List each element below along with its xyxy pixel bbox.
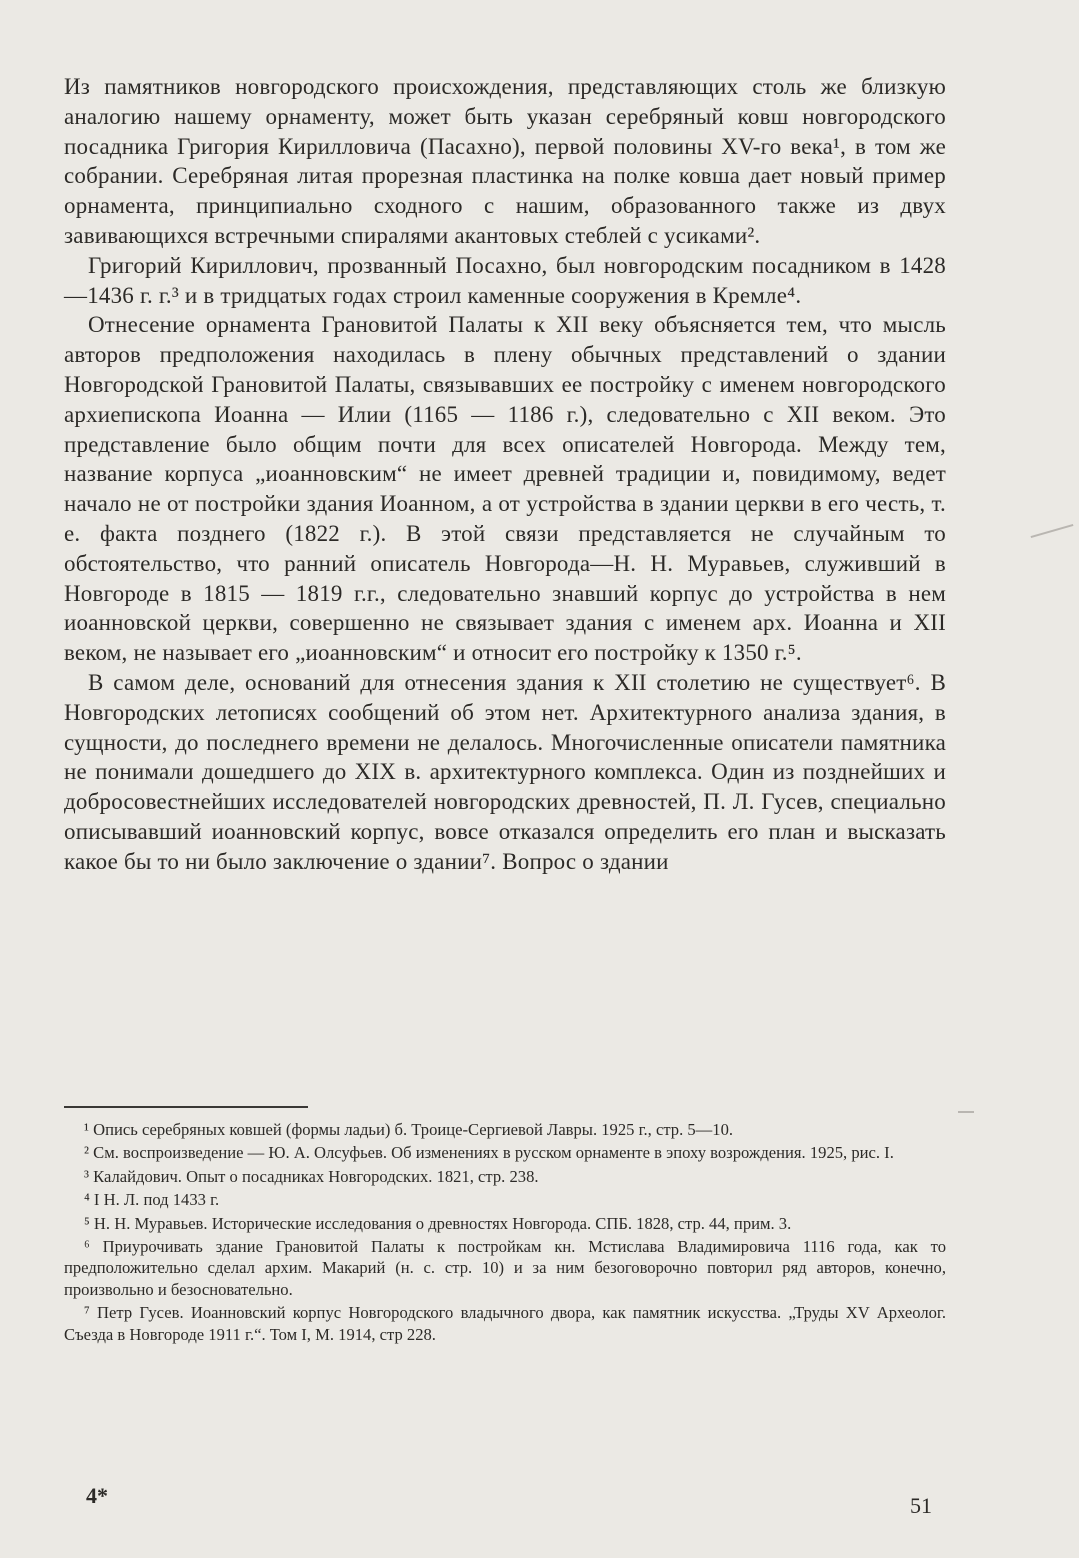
main-text [64, 72, 946, 877]
footnote-7: ⁷ Петр Гусев. Иоанновский корпус Новгородского владычного двора, как памятник искусства. „Труды XV Археолог. Съезда в Новгороде 1911 г.“. Том I, М. 1914, стр 228. [64, 1303, 946, 1344]
page-number: 51 [910, 1493, 932, 1518]
paragraph-2: Григорий Кириллович, прозванный Посахно, был новгородским посадником в 1428—1436 г. г.³ и в тридцатых годах строил каменные сооружения в Кремле⁴. [64, 252, 946, 308]
footnote-4: ⁴ I Н. Л. под 1433 г. [84, 1190, 220, 1210]
footnote-3: ³ Калайдович. Опыт о посадниках Новгородских. 1821, стр. 238. [84, 1166, 539, 1186]
paragraph-1: Из памятников новгородского происхождения, представляющих столь же близкую аналогию нашему орнаменту, может быть указан серебряный ковш новгородского посадника Григория Кирилловича (Пасахно), первой половины XV-го века¹, в том же собрании. Серебряная литая прорезная пластинка на полке ковша дает новый пример орнамента, принципиально сходного с нашим, образованного также из двух завивающихся встречными спиралями акантовых стеблей с усиками². [64, 74, 946, 248]
footnotes [64, 1119, 946, 1347]
footnote-2: ² См. воспроизведение — Ю. А. Олсуфьев. Об изменениях в русском орнаменте в эпоху возрождения. 1925, рис. I. [84, 1143, 894, 1163]
footnote-6: ⁶ Приурочивать здание Грановитой Палаты к постройкам кн. Мстислава Владимировича 1116 года, как то предположительно сделал архим. Макарий (н. с. стр. 10) и за ним безоговорочно повторил ряд авторов, конечно, произвольно и безосновательно. [64, 1237, 946, 1299]
paragraph-3: Отнесение орнамента Грановитой Палаты к XII веку объясняется тем, что мысль авторов предположения находилась в плену обычных представлений о здании Новгородской Грановитой Палаты, связывавших ее постройку с именем новгородского архиепископа Иоанна — Илии (1165 — 1186 г.), следовательно с XII веком. Это представление было общим почти для всех описателей Новгорода. Между тем, название корпуса „иоанновским“ не имеет древней традиции и, повидимому, ведет начало не от постройки здания Иоанном, а от устройства в здании церкви в его честь, т. е. факта позднего (1822 г.). В этой связи представляется не случайным то обстоятельство, что ранний описатель Новгорода—Н. Н. Муравьев, служивший в Новгороде в 1815 — 1819 г.г., следовательно знавший корпус до устройства в нем иоанновской церкви, совершенно не связывает здания с именем арх. Иоанна и XII веком, не называет его „иоанновским“ и относит его постройку к 1350 г.⁵. [64, 312, 946, 666]
footnote-divider [64, 1106, 308, 1108]
scan-mark-upper [1031, 524, 1074, 538]
signature-mark: 4* [86, 1483, 108, 1508]
footnote-5: ⁵ Н. Н. Муравьев. Исторические исследования о древностях Новгорода. СПБ. 1828, стр. 44, прим. 3. [84, 1213, 792, 1233]
footnote-1: ¹ Опись серебряных ковшей (формы ладьи) б. Троице-Сергиевой Лавры. 1925 г., стр. 5—10. [84, 1120, 734, 1139]
paragraph-4: В самом деле, оснований для отнесения здания к XII столетию не существует⁶. В Новгородских летописях сообщений об этом нет. Архитектурного анализа здания, в сущности, до последнего времени не делалось. Многочисленные описатели памятника не понимали дошедшего до XIX в. архитектурного комплекса. Один из позднейших и добросовестнейших исследователей новгородских древностей, П. Л. Гусев, специально описывавший иоанновский корпус, вовсе отказался определить его план и высказать какое бы то ни было заключение о здании⁷. Вопрос о здании [64, 669, 946, 874]
scan-mark-lower [958, 1111, 974, 1113]
